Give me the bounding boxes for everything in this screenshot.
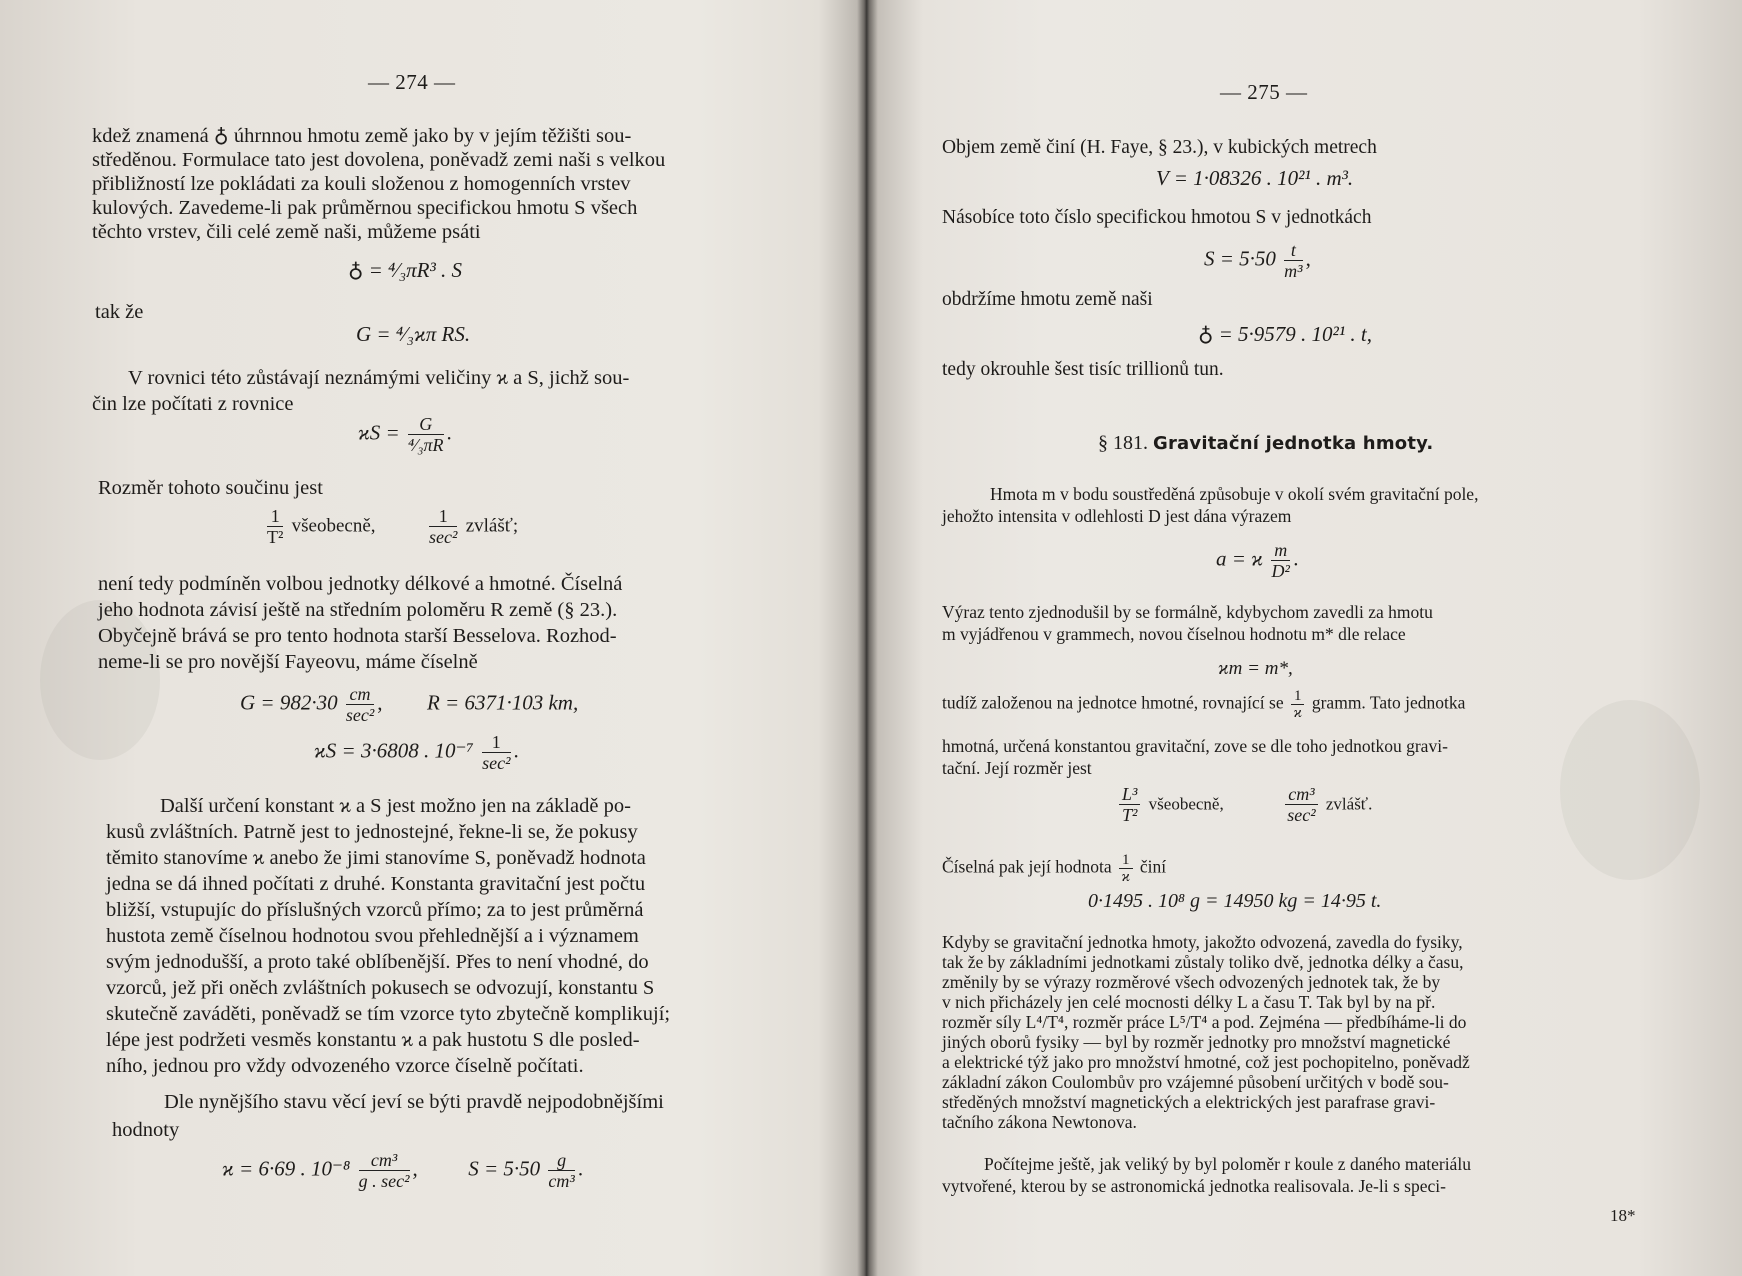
formula-rhs: R = 6371·103 km, bbox=[426, 690, 579, 715]
formula-relation: ϰm = m*, bbox=[1218, 658, 1293, 679]
text-line: neme-li se pro novější Fayeovu, máme číselně bbox=[98, 651, 478, 673]
text-line: Kdyby se gravitační jednotka hmoty, jakožto odvozená, zavedla do fysiky, bbox=[942, 932, 1463, 952]
section-title: Gravitační jednotka hmoty. bbox=[1153, 433, 1434, 454]
fraction bbox=[346, 684, 374, 725]
numerator: 1 bbox=[1119, 852, 1133, 869]
numerator: cm bbox=[346, 684, 374, 705]
formula-lhs: S = 5·50 bbox=[1204, 246, 1276, 271]
text-span: tudíž založenou na jednotce hmotné, rovnající se bbox=[942, 692, 1284, 713]
text-line: Rozměr tohoto součinu jest bbox=[98, 477, 323, 499]
text-span: Číselná pak její hodnota bbox=[942, 856, 1112, 877]
formula-text: zvlášť. bbox=[1325, 794, 1373, 814]
text-line: hmotná, určená konstantou gravitační, zove se dle toho jednotkou gravi- bbox=[942, 736, 1448, 756]
formula-text: všeobecně, bbox=[291, 515, 376, 537]
fraction bbox=[429, 506, 457, 547]
formula-end: . bbox=[513, 738, 519, 763]
text-line: jeho hodnota závisí ještě na středním poloměru R země (§ 23.). bbox=[98, 599, 618, 621]
fraction bbox=[1119, 852, 1133, 885]
formula-text: všeobecně, bbox=[1148, 794, 1224, 814]
text-line: Hmota m v bodu soustředěná způsobuje v okolí svém gravitační pole, bbox=[990, 484, 1479, 504]
text-line: jiných oborů fysiky — byl by rozměr jednotky pro množství magnetické bbox=[942, 1032, 1451, 1052]
page-number: — 274 — bbox=[368, 70, 456, 94]
text-line: středěných množství magnetických a elektrických jest parafrase gravi- bbox=[942, 1092, 1436, 1112]
numerator: 1 bbox=[429, 506, 457, 527]
signature-mark: 18* bbox=[1610, 1206, 1636, 1225]
denominator: sec² bbox=[429, 527, 458, 547]
text-line: v nich přicházely jen celé mocnosti délky L a času T. Tak byl by na př. bbox=[942, 992, 1436, 1012]
denominator: ϰ bbox=[1121, 869, 1130, 885]
text-line: vytvořené, kterou by se astronomická jednotka realisovala. Je-li s speci- bbox=[942, 1176, 1446, 1196]
text-span: činí bbox=[1139, 856, 1167, 877]
text-line: kusů zvláštních. Patrně jest to jednostejné, řekne-li se, že pokusy bbox=[106, 821, 638, 843]
formula-lhs: ϰS = 3·6808 . 10⁻⁷ bbox=[314, 738, 474, 763]
formula-end: . bbox=[577, 1156, 584, 1181]
formula-kappa-s bbox=[358, 414, 452, 455]
text-line: tak že by základními jednotkami zůstaly toliko dvě, jednotka délky a času, bbox=[942, 952, 1464, 972]
formula-end: . bbox=[1293, 546, 1299, 571]
text-line: základní zákon Coulombův pro vzájemné působení určitých v bodě sou- bbox=[942, 1072, 1449, 1092]
text-line: V rovnici této zůstávají neznámými veličiny ϰ a S, jichž sou- bbox=[128, 367, 630, 389]
text-line: lépe jest podržeti vesměs konstantu ϰ a pak hustotu S dle posled- bbox=[106, 1029, 640, 1051]
text-line: Objem země činí (H. Faye, § 23.), v kubických metrech bbox=[942, 137, 1377, 158]
formula-gravitational-dimension bbox=[1116, 784, 1372, 825]
denominator: ⁴⁄₃πR bbox=[407, 435, 444, 455]
fraction bbox=[482, 732, 510, 773]
formula-volume: V = 1·08326 . 10²¹ . m³. bbox=[1156, 166, 1354, 190]
denominator: sec² bbox=[482, 753, 511, 773]
formula-earth-mass: ♁ = ⁴⁄₃πR³ . S bbox=[348, 258, 463, 282]
text-line: a elektrické týž jako pro množství hmotné, což jest pochopitelno, poněvadž bbox=[942, 1052, 1470, 1072]
numerator: cm³ bbox=[359, 1150, 410, 1171]
text-line: tedy okrouhle šest tisíc trillionů tun. bbox=[942, 359, 1224, 380]
numerator: g bbox=[548, 1150, 574, 1171]
formula-lhs: G = 982·30 bbox=[240, 690, 338, 715]
text-line: Další určení konstant ϰ a S jest možno jen na základě po- bbox=[160, 795, 631, 817]
text-line: Dle nynějšího stavu věcí jeví se býti pravdě nejpodobnějšími bbox=[164, 1091, 664, 1113]
text-line: kulových. Zavedeme-li pak průměrnou specifickou hmotu S všech bbox=[92, 197, 638, 219]
denominator: cm³ bbox=[548, 1171, 575, 1191]
fraction bbox=[267, 506, 283, 547]
text-line: kdež znamená ♁ úhrnnou hmotu země jako by v jejím těžišti sou- bbox=[92, 125, 632, 147]
formula-g-value bbox=[240, 684, 578, 725]
text-line: těmito stanovíme ϰ anebo že jimi stanovíme S, poněvadž hodnota bbox=[106, 847, 646, 869]
fraction bbox=[548, 1150, 574, 1191]
formula-earth-mass-value: ♁ = 5·9579 . 10²¹ . t, bbox=[1198, 322, 1372, 346]
formula-lhs: a = ϰ bbox=[1216, 546, 1263, 571]
fraction bbox=[1271, 540, 1290, 581]
text-line: obdržíme hmotu země naši bbox=[942, 289, 1153, 310]
denominator: m³ bbox=[1284, 261, 1303, 281]
text-line: m vyjádřenou v grammech, novou číselnou hodnotu m* dle relace bbox=[942, 624, 1406, 644]
formula-lhs: ϰS = bbox=[358, 420, 400, 445]
numerator: 1 bbox=[482, 732, 510, 753]
text-line: hustota země číselnou hodnotou svou přehlednější a i významem bbox=[106, 925, 639, 947]
text-line: ního, jednou pro vždy odvozeného vzorce číselně počítati. bbox=[106, 1055, 584, 1077]
section-heading bbox=[1098, 432, 1433, 455]
text-span: gramm. Tato jednotka bbox=[1311, 692, 1466, 713]
fraction bbox=[408, 414, 444, 455]
fraction bbox=[1285, 784, 1317, 825]
denominator: ϰ bbox=[1293, 705, 1302, 721]
text-line: Násobíce toto číslo specifickou hmotou S v jednotkách bbox=[942, 207, 1372, 228]
numerator: 1 bbox=[1291, 688, 1305, 705]
text-line: Počítejme ještě, jak veliký by byl poloměr r koule z daného materiálu bbox=[984, 1154, 1471, 1174]
denominator: sec² bbox=[345, 705, 375, 725]
formula-intensity bbox=[1216, 540, 1298, 581]
text-line: tak že bbox=[95, 301, 144, 323]
text-line: není tedy podmíněn volbou jednotky délkové a hmotné. Číselná bbox=[98, 573, 623, 595]
formula-rhs: S = 5·50 bbox=[468, 1156, 541, 1181]
text-line: skutečně zaváděti, poněvadž se tím vzorce tyto zbytečně komplikují; bbox=[106, 1003, 671, 1025]
text-line: přibližností lze pokládati za kouli složenou z homogenních vrstev bbox=[92, 173, 631, 195]
numerator: 1 bbox=[267, 506, 283, 527]
numerator: L³ bbox=[1119, 784, 1140, 805]
fraction bbox=[359, 1150, 410, 1191]
formula-density bbox=[1204, 240, 1311, 281]
formula-kappa-s-value bbox=[314, 732, 519, 773]
text-line: vzorců, jež při oněch zvláštních pokusech se odvozují, konstantu S bbox=[106, 977, 655, 999]
page-number: — 275 — bbox=[1220, 80, 1308, 104]
fraction bbox=[1284, 240, 1302, 281]
text-line: hodnoty bbox=[112, 1119, 180, 1141]
text-line: Výraz tento zjednodušil by se formálně, kdybychom zavedli za hmotu bbox=[942, 602, 1433, 622]
text-line: změnily by se výrazy rozměrové všech odvozených jednotek tak, že by bbox=[942, 972, 1441, 992]
text-line: tační. Její rozměr jest bbox=[942, 758, 1092, 778]
formula-end: , bbox=[1305, 246, 1311, 271]
right-page bbox=[870, 0, 1742, 1276]
numerator: m bbox=[1271, 540, 1290, 561]
text-line: čin lze počítati z rovnice bbox=[92, 393, 294, 415]
numerator: t bbox=[1284, 240, 1302, 261]
formula-unit-value: 0·1495 . 10⁸ g = 14950 kg = 14·95 t. bbox=[1088, 890, 1382, 912]
numerator: G bbox=[408, 414, 444, 435]
text-line: Obyčejně brává se pro tento hodnota starší Besselova. Rozhod- bbox=[98, 625, 617, 647]
formula-sep: , bbox=[412, 1156, 418, 1181]
section-number: § 181. bbox=[1098, 432, 1148, 454]
text-line: tačního zákona Newtonova. bbox=[942, 1112, 1137, 1132]
formula-g: G = ⁴⁄₃ϰπ RS. bbox=[356, 322, 471, 346]
formula-sep: , bbox=[377, 690, 383, 715]
formula-end: . bbox=[446, 420, 452, 445]
denominator: T² bbox=[1122, 805, 1138, 825]
text-line: středěnou. Formulace tato jest dovolena, poněvadž zemi naši s velkou bbox=[92, 149, 666, 171]
denominator: D² bbox=[1271, 561, 1290, 581]
formula-text: zvlášť; bbox=[465, 515, 519, 537]
text-line: svým jednodušší, a proto také oblíbenější. Přes to není vhodné, do bbox=[106, 951, 649, 973]
formula-dimension bbox=[264, 506, 518, 547]
fraction bbox=[1291, 688, 1305, 721]
text-line: těchto vrstev, čili celé země naši, můžeme psáti bbox=[92, 221, 481, 243]
text-line: rozměr síly L⁴/T⁴, rozměr práce L⁵/T⁴ a pod. Zejména — předbíháme-li do bbox=[942, 1012, 1467, 1032]
formula-constants bbox=[222, 1150, 583, 1191]
numerator: cm³ bbox=[1285, 784, 1317, 805]
text-line: bližší, vstupujíc do příslušných vzorců přímo; za to jest průměrná bbox=[106, 899, 644, 921]
text-line: jehožto intensita v odlehlosti D jest dána výrazem bbox=[942, 506, 1292, 526]
formula-lhs: ϰ = 6·69 . 10⁻⁸ bbox=[222, 1156, 351, 1181]
left-page bbox=[0, 0, 840, 1276]
text-line: jedna se dá ihned počítati z druhé. Konstanta gravitační jest počtu bbox=[106, 873, 646, 895]
fraction bbox=[1119, 784, 1140, 825]
text-line bbox=[942, 688, 1465, 721]
text-line bbox=[942, 852, 1166, 885]
denominator: T² bbox=[267, 527, 284, 547]
denominator: sec² bbox=[1287, 805, 1316, 825]
denominator: g . sec² bbox=[358, 1171, 410, 1191]
